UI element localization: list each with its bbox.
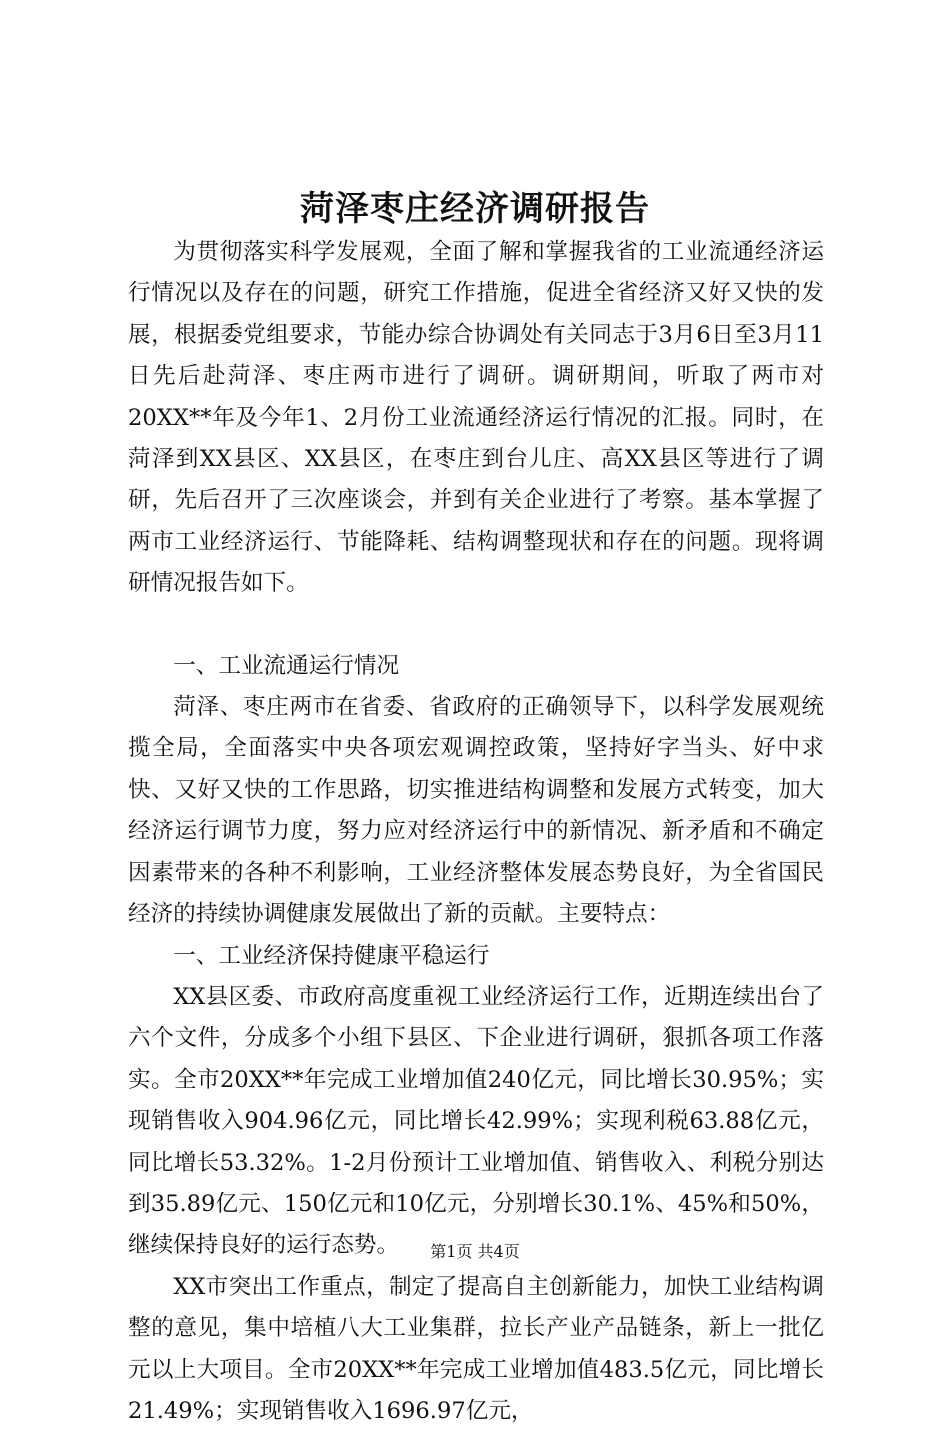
- document-title: 菏泽枣庄经济调研报告: [300, 189, 650, 229]
- page-footer: 第1页 共4页: [430, 1242, 520, 1261]
- intro-paragraph: 为贯彻落实科学发展观，全面了解和掌握我省的工业流通经济运行情况以及存在的问题，研究工作措施，促进全省经济又好又快的发展，根据委党组要求，节能办综合协调处有关同志于3月6日至3月11日先后赴菏泽、枣庄两市进行了调研。调研期间，听取了两市对20XX**年及今年1、2月份工业流通经济运行情况的汇报。同时，在菏泽到XX县区、XX县区，在枣庄到台儿庄、高XX县区等进行了调研，先后召开了三次座谈会，并到有关企业进行了考察。基本掌握了两市工业经济运行、节能降耗、结构调整现状和存在的问题。现将调研情况报告如下。: [128, 239, 824, 597]
- body-paragraph: 菏泽、枣庄两市在省委、省政府的正确领导下，以科学发展观统揽全局，全面落实中央各项宏观调控政策，坚持好字当头、好中求快、又好又快的工作思路，切实推进结构调整和发展方式转变，加大经济运行调节力度，努力应对经济运行中的新情况、新矛盾和不确定因素带来的各种不利影响，工业经济整体发展态势良好，为全省国民经济的持续协调健康发展做出了新的贡献。主要特点：: [128, 694, 824, 928]
- paragraph-spacer: [128, 605, 824, 646]
- body-paragraph: XX县区委、市政府高度重视工业经济运行工作，近期连续出台了六个文件，分成多个小组下县区、下企业进行调研，狠抓各项工作落实。全市20XX**年完成工业增加值240亿元，同比增长30.95%；实现销售收入904.96亿元，同比增长42.99%；实现利税63.88亿元，同比增长53.32%。1-2月份预计工业增加值、销售收入、利税分别达到35.89亿元、150亿元和10亿元，分别增长30.1%、45%和50%，继续保持良好的运行态势。: [128, 983, 824, 1259]
- subsection-heading: 一、工业经济保持健康平稳运行: [173, 942, 490, 969]
- body-paragraph: XX市突出工作重点，制定了提高自主创新能力，加快工业结构调整的意见，集中培植八大工业集群，拉长产业产品链条，新上一批亿元以上大项目。全市20XX**年完成工业增加值483.5亿元，同比增长21.49%；实现销售收入1696.97亿元，: [128, 1273, 824, 1424]
- section-heading: 一、工业流通运行情况: [173, 652, 400, 679]
